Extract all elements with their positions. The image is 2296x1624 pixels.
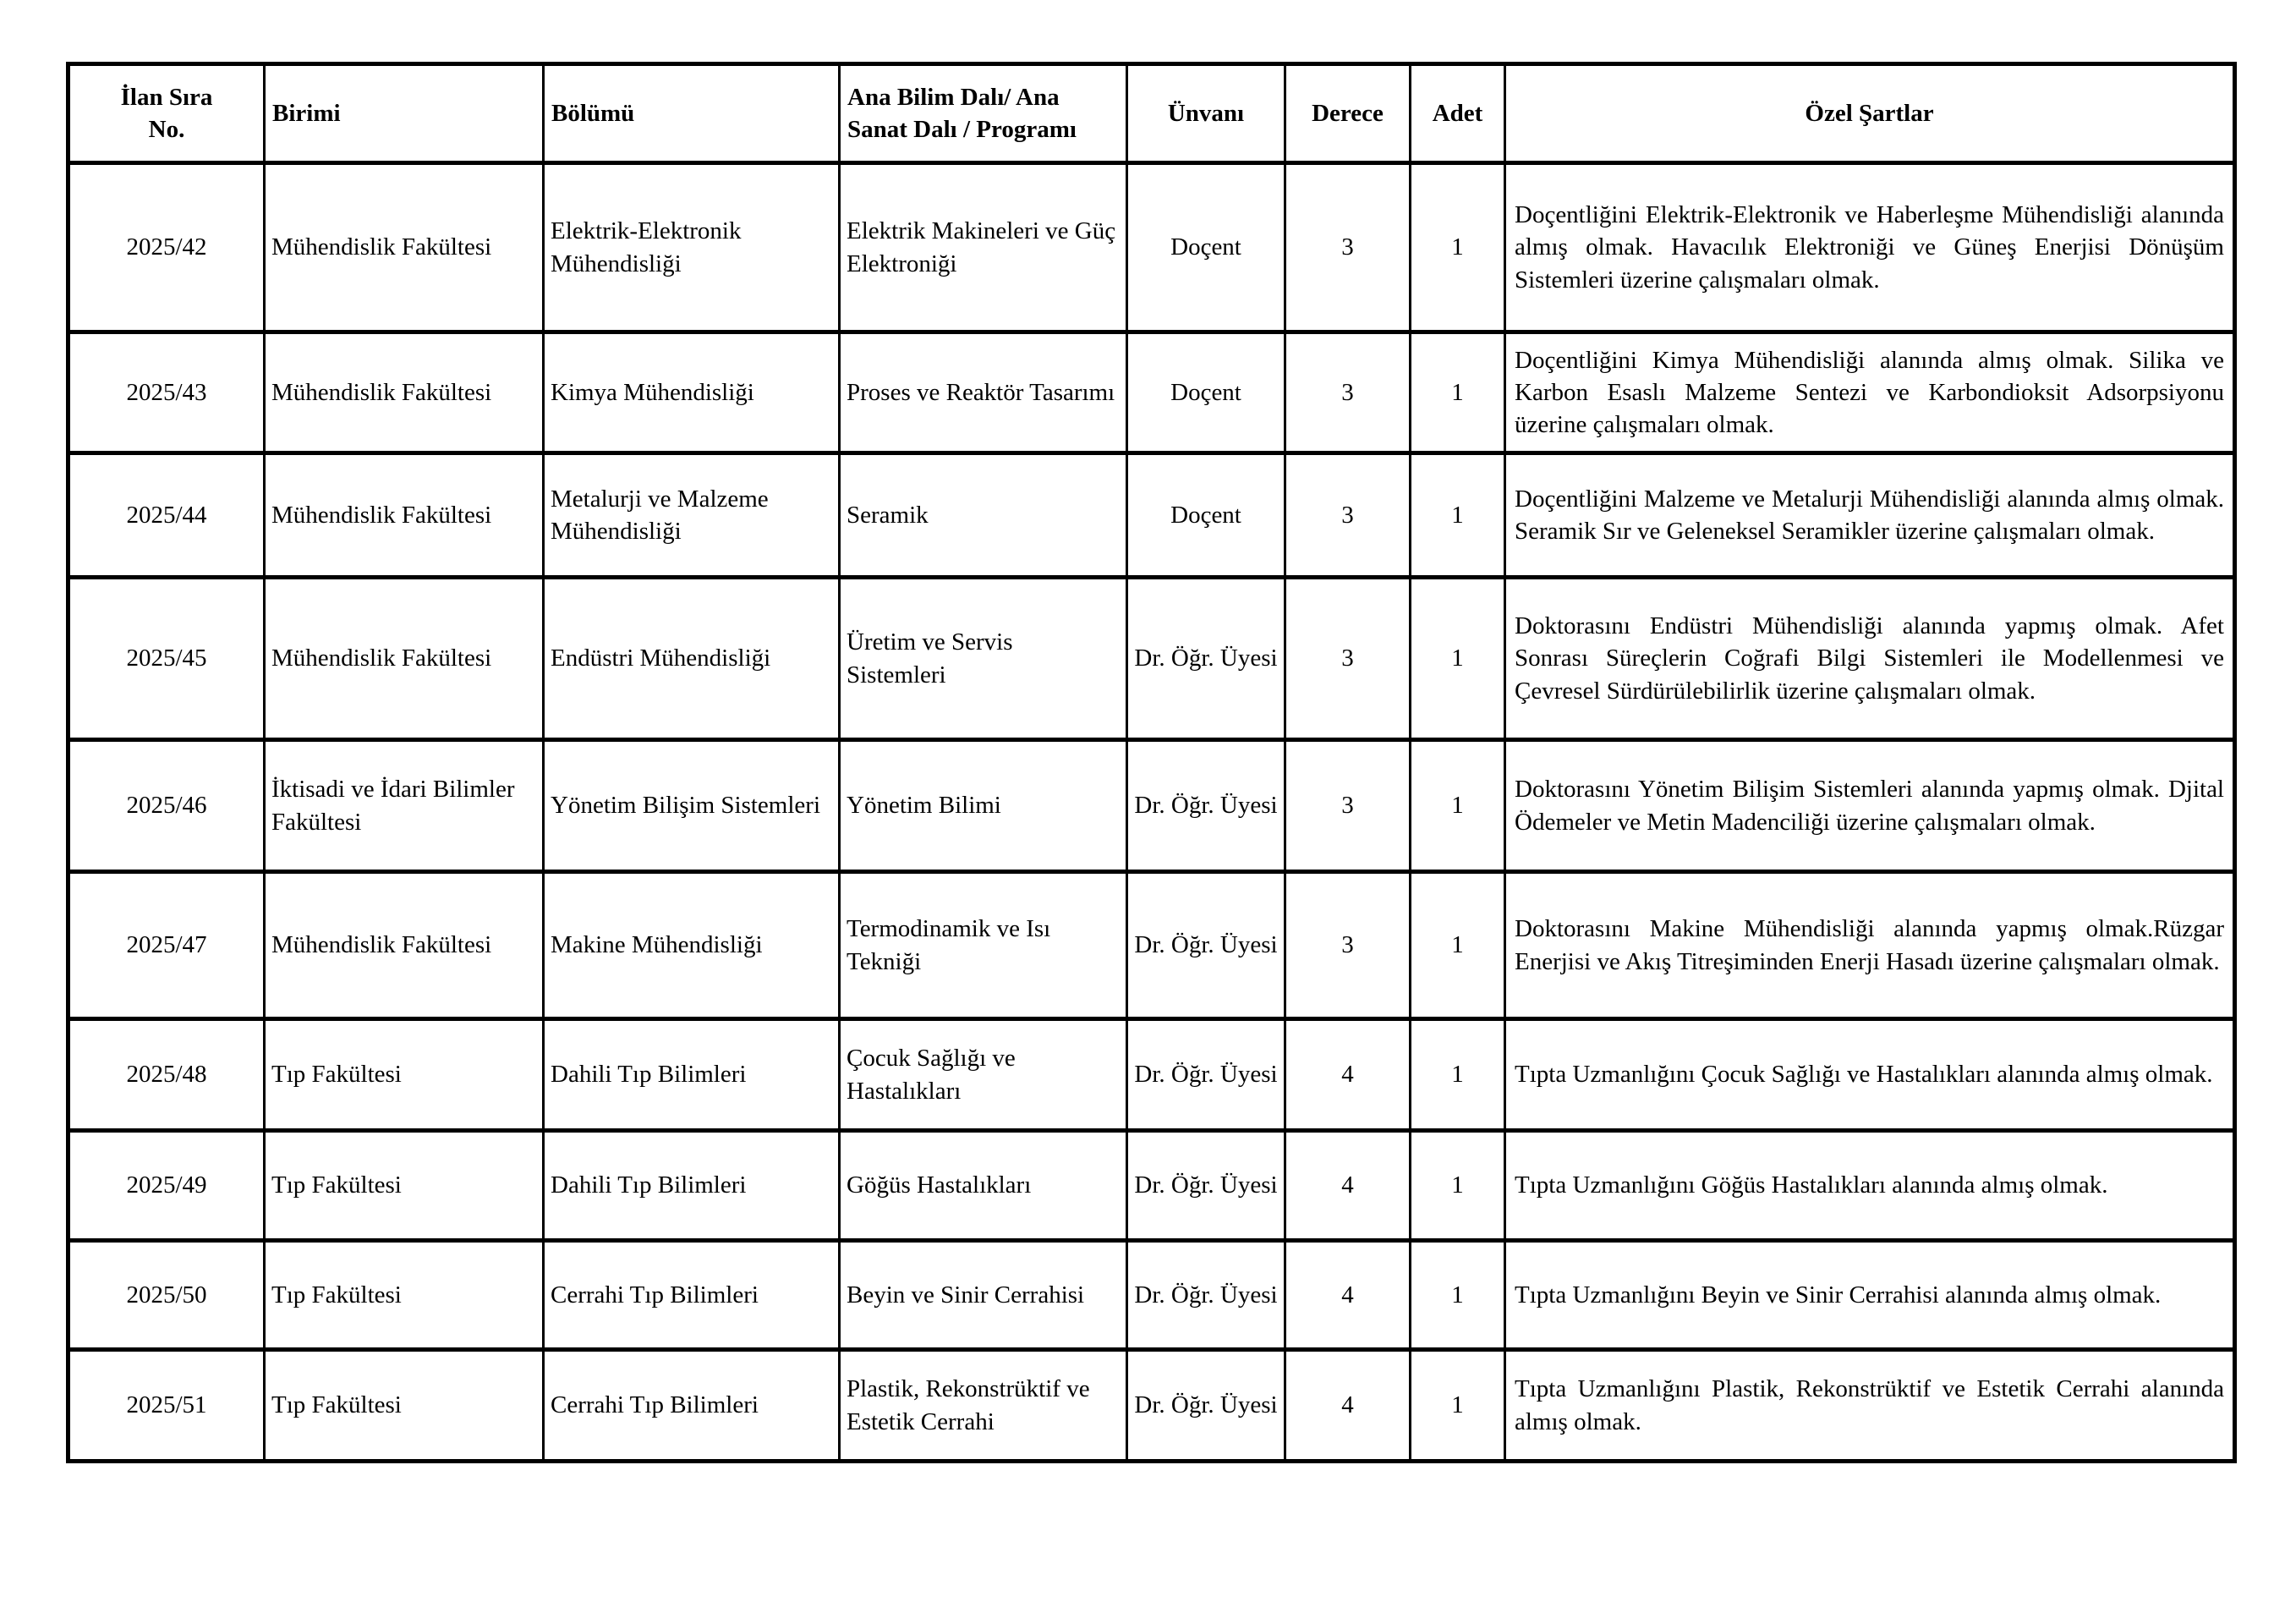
cell-unvani: Dr. Öğr. Üyesi: [1127, 872, 1285, 1019]
cell-adet: 1: [1411, 453, 1505, 578]
cell-ana-bilim-dali: Üretim ve Servis Sistemleri: [840, 578, 1127, 740]
cell-bolumu: Metalurji ve Malzeme Mühendisliği: [544, 453, 840, 578]
cell-ana-bilim-dali: Göğüs Hastalıkları: [840, 1131, 1127, 1241]
cell-ana-bilim-dali: Beyin ve Sinir Cerrahisi: [840, 1241, 1127, 1350]
cell-ana-bilim-dali: Termodinamik ve Isı Tekniği: [840, 872, 1127, 1019]
cell-ilan-sira-no: 2025/46: [68, 740, 265, 872]
cell-birimi: Tıp Fakültesi: [265, 1131, 544, 1241]
cell-ilan-sira-no: 2025/49: [68, 1131, 265, 1241]
cell-birimi: Mühendislik Fakültesi: [265, 453, 544, 578]
cell-ozel-sartlar: Doçentliğini Elektrik-Elektronik ve Haberleşme Mühendisliği alanında almış olmak. Havacılık Elektroniği ve Güneş Enerjisi Dönüşüm Sistemleri üzerine çalışmaları olmak.: [1505, 163, 2235, 332]
cell-ozel-sartlar: Doktorasını Makine Mühendisliği alanında yapmış olmak.Rüzgar Enerjisi ve Akış Titreşiminden Enerji Hasadı üzerine çalışmaları olmak.: [1505, 872, 2235, 1019]
document-page: [66, 62, 2233, 1463]
cell-ilan-sira-no: 2025/43: [68, 332, 265, 453]
cell-bolumu: Kimya Mühendisliği: [544, 332, 840, 453]
cell-unvani: Doçent: [1127, 163, 1285, 332]
cell-birimi: İktisadi ve İdari Bilimler Fakültesi: [265, 740, 544, 872]
cell-birimi: Tıp Fakültesi: [265, 1019, 544, 1131]
cell-bolumu: Cerrahi Tıp Bilimleri: [544, 1350, 840, 1462]
table-row: [68, 578, 2235, 740]
cell-adet: 1: [1411, 332, 1505, 453]
cell-bolumu: Yönetim Bilişim Sistemleri: [544, 740, 840, 872]
table-row: [68, 740, 2235, 872]
table-row: [68, 1241, 2235, 1350]
cell-ozel-sartlar: Doçentliğini Malzeme ve Metalurji Mühendisliği alanında almış olmak. Seramik Sır ve Geleneksel Seramikler üzerine çalışmaları olmak.: [1505, 453, 2235, 578]
cell-derece: 3: [1285, 332, 1411, 453]
cell-ilan-sira-no: 2025/50: [68, 1241, 265, 1350]
cell-ilan-sira-no: 2025/45: [68, 578, 265, 740]
cell-derece: 4: [1285, 1241, 1411, 1350]
table-row: [68, 163, 2235, 332]
cell-ozel-sartlar: Tıpta Uzmanlığını Çocuk Sağlığı ve Hastalıkları alanında almış olmak.: [1505, 1019, 2235, 1131]
cell-ilan-sira-no: 2025/44: [68, 453, 265, 578]
cell-adet: 1: [1411, 872, 1505, 1019]
cell-birimi: Mühendislik Fakültesi: [265, 163, 544, 332]
cell-derece: 3: [1285, 872, 1411, 1019]
academic-positions-table: [66, 62, 2237, 1463]
cell-bolumu: Cerrahi Tıp Bilimleri: [544, 1241, 840, 1350]
table-row: [68, 332, 2235, 453]
cell-bolumu: Endüstri Mühendisliği: [544, 578, 840, 740]
table-row: [68, 1019, 2235, 1131]
cell-ana-bilim-dali: Seramik: [840, 453, 1127, 578]
cell-bolumu: Makine Mühendisliği: [544, 872, 840, 1019]
cell-ozel-sartlar: Tıpta Uzmanlığını Beyin ve Sinir Cerrahisi alanında almış olmak.: [1505, 1241, 2235, 1350]
cell-birimi: Tıp Fakültesi: [265, 1350, 544, 1462]
cell-derece: 3: [1285, 453, 1411, 578]
cell-adet: 1: [1411, 1019, 1505, 1131]
cell-derece: 4: [1285, 1131, 1411, 1241]
cell-adet: 1: [1411, 1241, 1505, 1350]
header-ana-bilim-dali: Ana Bilim Dalı/ Ana Sanat Dalı / Programı: [840, 64, 1127, 163]
cell-derece: 4: [1285, 1019, 1411, 1131]
cell-unvani: Dr. Öğr. Üyesi: [1127, 578, 1285, 740]
cell-ozel-sartlar: Doçentliğini Kimya Mühendisliği alanında almış olmak. Silika ve Karbon Esaslı Malzeme Sentezi ve Karbondioksit Adsorpsiyonu üzerine çalışmaları olmak.: [1505, 332, 2235, 453]
cell-ana-bilim-dali: Proses ve Reaktör Tasarımı: [840, 332, 1127, 453]
cell-ilan-sira-no: 2025/48: [68, 1019, 265, 1131]
cell-derece: 4: [1285, 1350, 1411, 1462]
cell-ilan-sira-no: 2025/42: [68, 163, 265, 332]
table-row: [68, 453, 2235, 578]
header-ilan-sira-no: İlan Sıra No.: [68, 64, 265, 163]
cell-ozel-sartlar: Doktorasını Endüstri Mühendisliği alanında yapmış olmak. Afet Sonrası Süreçlerin Coğrafi Bilgi Sistemleri ile Modellenmesi ve Çevresel Sürdürülebilirlik üzerine çalışmaları olmak.: [1505, 578, 2235, 740]
cell-ozel-sartlar: Tıpta Uzmanlığını Göğüs Hastalıkları alanında almış olmak.: [1505, 1131, 2235, 1241]
cell-bolumu: Elektrik-Elektronik Mühendisliği: [544, 163, 840, 332]
cell-derece: 3: [1285, 578, 1411, 740]
header-bolumu: Bölümü: [544, 64, 840, 163]
cell-adet: 1: [1411, 740, 1505, 872]
cell-derece: 3: [1285, 740, 1411, 872]
table-row: [68, 1131, 2235, 1241]
table-row: [68, 1350, 2235, 1462]
cell-unvani: Dr. Öğr. Üyesi: [1127, 740, 1285, 872]
cell-ana-bilim-dali: Plastik, Rekonstrüktif ve Estetik Cerrahi: [840, 1350, 1127, 1462]
cell-unvani: Doçent: [1127, 332, 1285, 453]
cell-ana-bilim-dali: Elektrik Makineleri ve Güç Elektroniği: [840, 163, 1127, 332]
cell-birimi: Mühendislik Fakültesi: [265, 578, 544, 740]
header-ozel-sartlar: Özel Şartlar: [1505, 64, 2235, 163]
cell-ana-bilim-dali: Çocuk Sağlığı ve Hastalıkları: [840, 1019, 1127, 1131]
cell-bolumu: Dahili Tıp Bilimleri: [544, 1019, 840, 1131]
header-unvani: Ünvanı: [1127, 64, 1285, 163]
header-row: [68, 64, 2235, 163]
cell-ilan-sira-no: 2025/47: [68, 872, 265, 1019]
table-row: [68, 872, 2235, 1019]
cell-birimi: Tıp Fakültesi: [265, 1241, 544, 1350]
cell-unvani: Dr. Öğr. Üyesi: [1127, 1350, 1285, 1462]
cell-ozel-sartlar: Doktorasını Yönetim Bilişim Sistemleri alanında yapmış olmak. Djital Ödemeler ve Metin Madenciliği üzerine çalışmaları olmak.: [1505, 740, 2235, 872]
cell-birimi: Mühendislik Fakültesi: [265, 332, 544, 453]
header-adet: Adet: [1411, 64, 1505, 163]
cell-ozel-sartlar: Tıpta Uzmanlığını Plastik, Rekonstrüktif ve Estetik Cerrahi alanında almış olmak.: [1505, 1350, 2235, 1462]
cell-birimi: Mühendislik Fakültesi: [265, 872, 544, 1019]
table-body: [68, 163, 2235, 1462]
cell-adet: 1: [1411, 163, 1505, 332]
cell-adet: 1: [1411, 1131, 1505, 1241]
cell-ilan-sira-no: 2025/51: [68, 1350, 265, 1462]
header-derece: Derece: [1285, 64, 1411, 163]
cell-unvani: Dr. Öğr. Üyesi: [1127, 1131, 1285, 1241]
header-birimi: Birimi: [265, 64, 544, 163]
cell-adet: 1: [1411, 578, 1505, 740]
cell-derece: 3: [1285, 163, 1411, 332]
cell-unvani: Dr. Öğr. Üyesi: [1127, 1241, 1285, 1350]
cell-unvani: Doçent: [1127, 453, 1285, 578]
cell-unvani: Dr. Öğr. Üyesi: [1127, 1019, 1285, 1131]
cell-bolumu: Dahili Tıp Bilimleri: [544, 1131, 840, 1241]
cell-ana-bilim-dali: Yönetim Bilimi: [840, 740, 1127, 872]
cell-adet: 1: [1411, 1350, 1505, 1462]
